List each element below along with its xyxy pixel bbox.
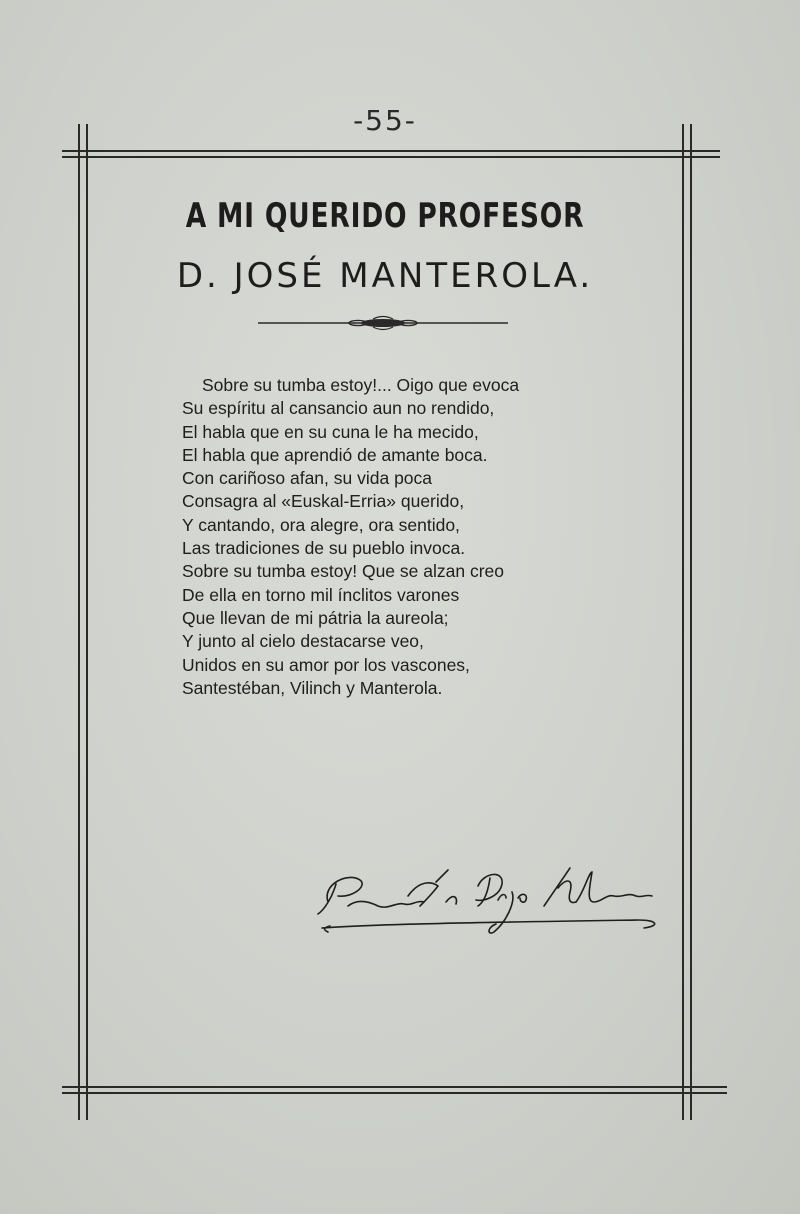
dedication-name: D. JOSÉ MANTEROLA.: [176, 256, 594, 296]
frame-top-line-outer: [62, 150, 720, 152]
poem-line: Unidos en su amor por los vascones,: [182, 654, 470, 675]
poem-line: Y cantando, ora alegre, ora sentido,: [182, 514, 460, 535]
page-number: -55-: [353, 104, 417, 137]
frame-left-line-outer: [78, 124, 80, 1120]
handwritten-signature: [308, 862, 678, 952]
dedication-title: A MI QUERIDO PROFESOR: [185, 196, 585, 236]
poem-line: Su espíritu al cansancio aun no rendido,: [182, 398, 495, 419]
poem-line: De ella en torno mil ínclitos varones: [182, 584, 460, 605]
poem-line: Sobre su tumba estoy!... Oigo que evoca: [202, 375, 520, 395]
frame-top-line-inner: [62, 156, 720, 158]
poem: [182, 374, 602, 700]
frame-bottom-line-inner: [62, 1092, 727, 1094]
frame-right-line-inner: [682, 124, 684, 1120]
poem-line: Consagra al «Euskal-Erria» querido,: [182, 491, 465, 512]
ornament-divider: [258, 314, 508, 332]
poem-line: Las tradiciones de su pueblo invoca.: [182, 538, 466, 559]
poem-line: Que llevan de mi pátria la aureola;: [182, 607, 449, 628]
poem-line: El habla que en su cuna le ha mecido,: [182, 421, 479, 442]
poem-line: Con cariñoso afan, su vida poca: [182, 468, 433, 489]
frame-right-line-outer: [690, 124, 692, 1120]
poem-line: El habla que aprendió de amante boca.: [182, 444, 488, 465]
poem-line: Sobre su tumba estoy! Que se alzan creo: [182, 561, 504, 582]
poem-line: Y junto al cielo destacarse veo,: [182, 631, 424, 652]
poem-line: Santestéban, Vilinch y Manterola.: [182, 677, 443, 698]
frame-left-line-inner: [86, 124, 88, 1120]
frame-bottom-line-outer: [62, 1086, 727, 1088]
